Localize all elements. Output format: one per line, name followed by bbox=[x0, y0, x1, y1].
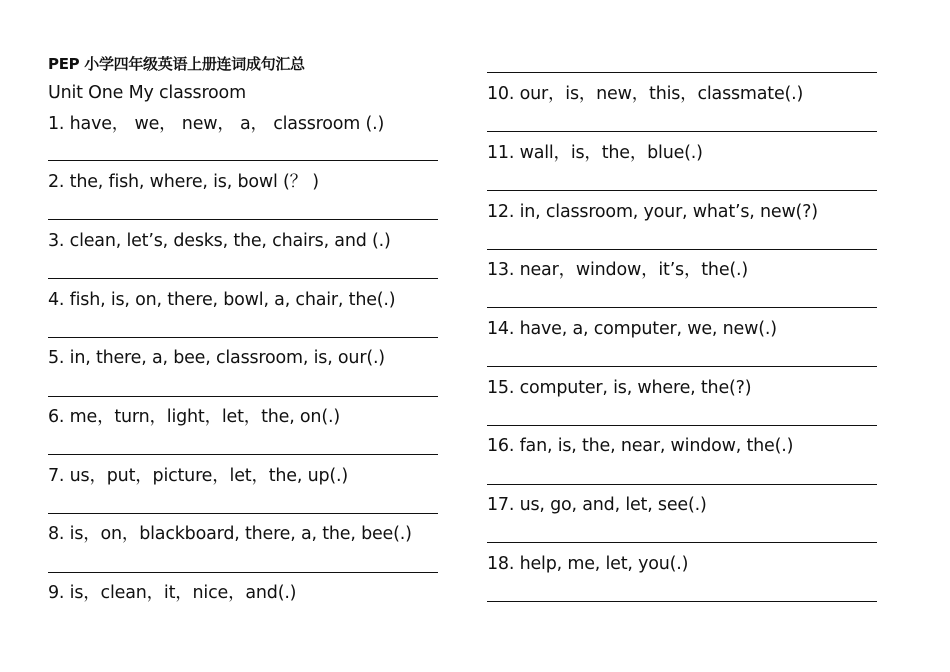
unit-heading: Unit One My classroom bbox=[48, 83, 246, 103]
exercise-item: 14. have, a, computer, we, new(.) bbox=[487, 319, 777, 339]
answer-line bbox=[487, 366, 877, 367]
answer-line bbox=[48, 219, 438, 220]
answer-line bbox=[487, 542, 877, 543]
exercise-item: 11. wall，is，the，blue(.) bbox=[487, 143, 703, 163]
answer-line bbox=[487, 249, 877, 250]
exercise-item: 12. in, classroom, your, what’s, new(?) bbox=[487, 202, 818, 222]
exercise-item: 15. computer, is, where, the(?) bbox=[487, 378, 752, 398]
answer-line bbox=[48, 513, 438, 514]
answer-line bbox=[487, 307, 877, 308]
exercise-item: 2. the, fish, where, is, bowl (？ ) bbox=[48, 172, 319, 192]
exercise-item: 18. help, me, let, you(.) bbox=[487, 554, 689, 574]
answer-line bbox=[487, 131, 877, 132]
exercise-item: 3. clean, let’s, desks, the, chairs, and (.) bbox=[48, 231, 391, 251]
answer-line bbox=[487, 484, 877, 485]
exercise-item: 1. have， we， new， a， classroom (.) bbox=[48, 114, 385, 134]
exercise-item: 17. us, go, and, let, see(.) bbox=[487, 495, 707, 515]
exercise-item: 5. in, there, a, bee, classroom, is, our(.) bbox=[48, 348, 385, 368]
exercise-item: 4. fish, is, on, there, bowl, a, chair, the(.) bbox=[48, 290, 396, 310]
answer-line bbox=[48, 337, 438, 338]
exercise-item: 9. is，clean，it，nice，and(.) bbox=[48, 583, 297, 603]
page-title: PEP 小学四年级英语上册连词成句汇总 bbox=[48, 55, 305, 73]
answer-line bbox=[48, 396, 438, 397]
answer-line bbox=[48, 160, 438, 161]
answer-line bbox=[487, 425, 877, 426]
exercise-item: 8. is，on，blackboard, there, a, the, bee(.) bbox=[48, 524, 412, 544]
exercise-item: 16. fan, is, the, near, window, the(.) bbox=[487, 436, 794, 456]
answer-line bbox=[48, 454, 438, 455]
answer-line bbox=[487, 190, 877, 191]
exercise-item: 13. near，window，it’s，the(.) bbox=[487, 260, 749, 280]
answer-line bbox=[487, 601, 877, 602]
exercise-item: 6. me，turn，light，let，the, on(.) bbox=[48, 407, 340, 427]
answer-line bbox=[48, 278, 438, 279]
answer-line bbox=[48, 572, 438, 573]
exercise-item: 7. us，put，picture，let，the, up(.) bbox=[48, 466, 349, 486]
answer-line bbox=[487, 72, 877, 73]
exercise-item: 10. our，is，new，this，classmate(.) bbox=[487, 84, 804, 104]
